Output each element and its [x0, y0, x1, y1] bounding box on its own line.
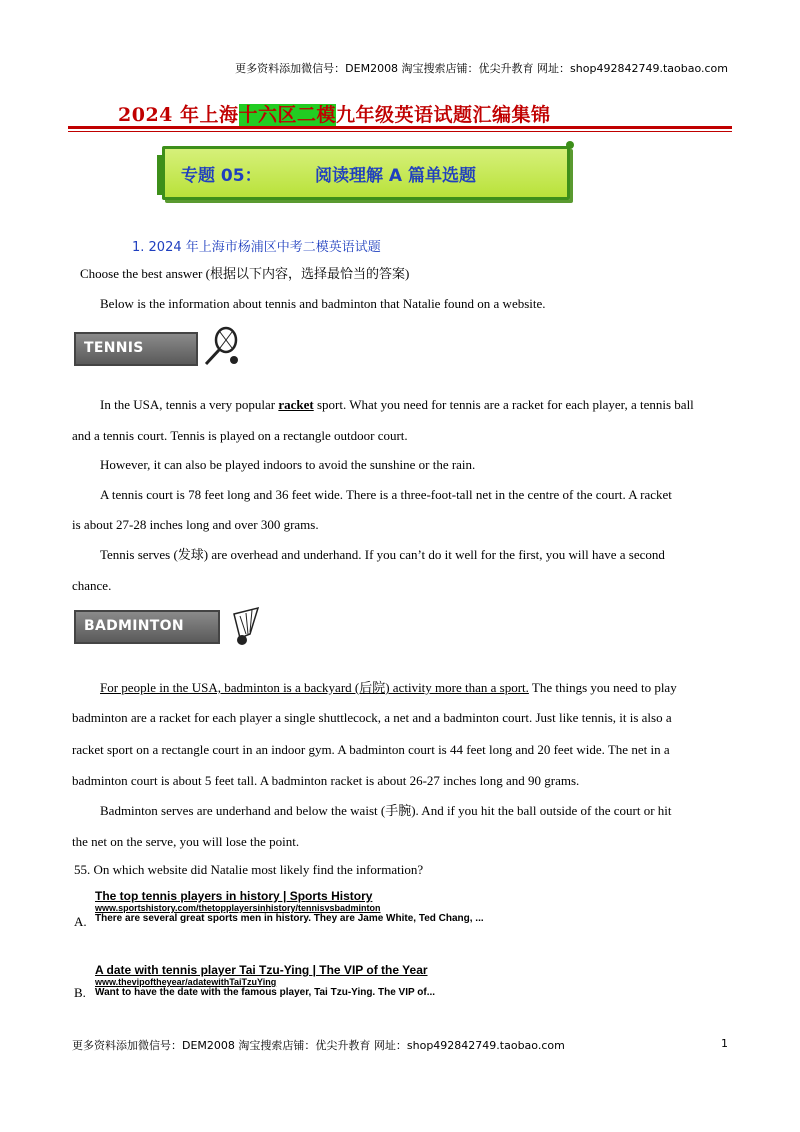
banner-label: 专题 05：	[181, 166, 262, 186]
tennis-paragraph-4: Tennis serves (发球) are overhead and underhand. If you can’t do it well for the first, you will have a second	[100, 547, 665, 562]
tennis-p1-text: In the USA, tennis a very popular	[100, 397, 279, 412]
badminton-paragraph-1	[100, 680, 677, 696]
option-b[interactable]	[95, 963, 435, 998]
option-b-url: www.thevipoftheyear/adatewithTaiTzuYing	[95, 977, 277, 987]
banner-title: 阅读理解 A 篇单选题	[315, 166, 476, 186]
page-title	[118, 100, 551, 127]
tennis-image	[74, 326, 238, 366]
badminton-image	[74, 604, 264, 648]
title-prefix: 2024 年上海	[118, 104, 239, 126]
title-highlight: 十六区二模	[238, 104, 337, 126]
badminton-paragraph-2: Badminton serves are underhand and below the waist (手腕). And if you hit the ball outside of the court or hit	[100, 803, 672, 818]
shuttlecock-icon	[74, 604, 264, 648]
page-number: 1	[721, 1037, 728, 1050]
option-a-letter: A.	[74, 914, 87, 929]
tennis-image-label: TENNIS	[84, 340, 144, 356]
badminton-paragraph-1-line3: racket sport on a rectangle court in an indoor gym. A badminton court is 44 feet long and 20 feet wide. The net in a	[72, 742, 670, 757]
title-rule-thin	[68, 131, 732, 132]
tennis-p1-text-after: sport. What you need for tennis are a racket for each player, a tennis ball	[313, 397, 694, 412]
option-a[interactable]	[95, 889, 484, 924]
question-heading: 1. 2024 年上海市杨浦区中考二模英语试题	[132, 240, 381, 255]
title-rule-thick	[68, 126, 732, 129]
badminton-paragraph-2-line2: the net on the serve, you will lose the point.	[72, 834, 300, 849]
instruction: Choose the best answer (根据以下内容，选择最恰当的答案)	[80, 266, 410, 281]
badminton-paragraph-1-line4: badminton court is about 5 feet tall. A badminton racket is about 26-27 inches long and 90 grams.	[72, 773, 580, 788]
option-a-desc: There are several great sports men in history. They are Jame White, Ted Chang, ...	[95, 913, 484, 924]
intro-text: Below is the information about tennis and badminton that Natalie found on a website.	[100, 296, 546, 311]
tennis-paragraph-3: A tennis court is 78 feet long and 36 feet wide. There is a three-foot-tall net in the centre of the court. A racket	[100, 487, 672, 502]
tennis-paragraph-3-line2: is about 27-28 inches long and over 300 grams.	[72, 517, 319, 532]
tennis-paragraph-1-line2: and a tennis court. Tennis is played on a rectangle outdoor court.	[72, 428, 408, 443]
header-note: 更多资料添加微信号：DEM2008 淘宝搜索店铺：优尖升教育 网址：shop492842749.taobao.com	[235, 62, 728, 75]
tennis-racket-icon	[74, 326, 238, 366]
banner-tab	[157, 155, 163, 195]
banner-knob	[566, 141, 574, 149]
footer-note: 更多资料添加微信号：DEM2008 淘宝搜索店铺：优尖升教育 网址：shop492842749.taobao.com	[72, 1039, 565, 1052]
badminton-p1-text-after: The things you need to play	[528, 680, 677, 695]
badminton-underlined-sentence: For people in the USA, badminton is a backyard (后院) activity more than a sport.	[100, 680, 529, 695]
badminton-image-label: BADMINTON	[84, 618, 184, 634]
tennis-paragraph-2: However, it can also be played indoors to avoid the sunshine or the rain.	[100, 457, 476, 472]
topic-banner	[162, 146, 570, 200]
option-a-url: www.sportshistory.com/thetopplayersinhistory/tennisvsbadminton	[95, 903, 381, 913]
option-b-desc: Want to have the date with the famous player, Tai Tzu-Ying. The VIP of...	[95, 987, 436, 998]
racket-underlined: racket	[278, 397, 314, 412]
title-suffix: 九年级英语试题汇编集锦	[336, 104, 551, 126]
option-b-title: A date with tennis player Tai Tzu-Ying | The VIP of the Year	[95, 963, 428, 977]
option-b-letter: B.	[74, 985, 86, 1000]
badminton-paragraph-1-line2: badminton are a racket for each player a single shuttlecock, a net and a badminton court. Just like tennis, it is also a	[72, 710, 672, 725]
tennis-paragraph-1	[100, 397, 694, 413]
option-a-title: The top tennis players in history | Sports History	[95, 889, 373, 903]
question-text: 55. On which website did Natalie most likely find the information?	[74, 862, 424, 877]
tennis-paragraph-4-line2: chance.	[72, 578, 112, 593]
